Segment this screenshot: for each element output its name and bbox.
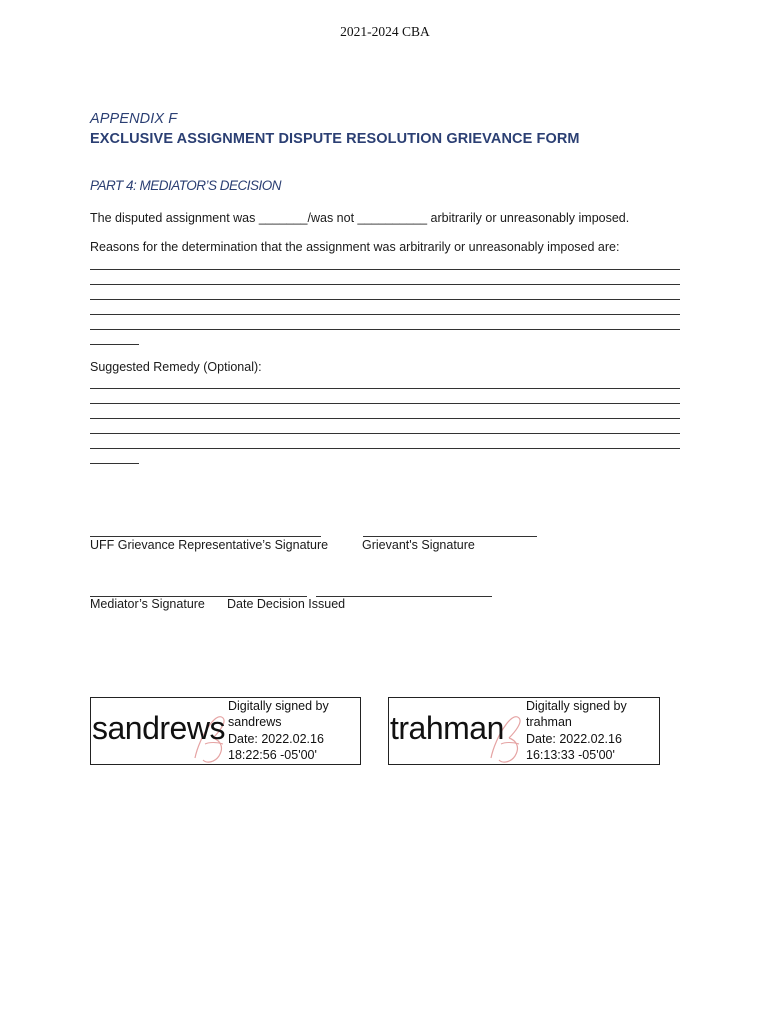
- date-decision-label: Date Decision Issued: [227, 597, 346, 611]
- reason-line[interactable]: [90, 300, 680, 315]
- remedy-line[interactable]: [90, 389, 680, 404]
- appendix-label: APPENDIX F: [90, 111, 178, 127]
- signer-name: sandrews: [228, 715, 282, 730]
- remedy-line[interactable]: [90, 419, 680, 434]
- remedy-line[interactable]: [90, 374, 680, 389]
- reason-line[interactable]: [90, 270, 680, 285]
- signature-details: [526, 698, 627, 763]
- reasons-lines[interactable]: [90, 255, 680, 345]
- reason-line[interactable]: [90, 315, 680, 330]
- part-heading: PART 4: MEDIATOR’S DECISION: [90, 178, 282, 193]
- signer-name-large: trahman: [390, 710, 504, 746]
- signature-time: 18:22:56 -05'00': [228, 747, 317, 762]
- grievant-signature-label: Grievant's Signature: [362, 538, 475, 552]
- signature-date: Date: 2022.02.16: [526, 731, 622, 746]
- signed-by-label: Digitally signed by: [526, 699, 627, 713]
- signer-name: trahman: [526, 715, 572, 730]
- remedy-line[interactable]: [90, 404, 680, 419]
- signature-details: [228, 698, 329, 763]
- reason-line-short[interactable]: [90, 330, 139, 345]
- remedy-lines[interactable]: [90, 374, 680, 464]
- remedy-label: Suggested Remedy (Optional):: [90, 360, 262, 374]
- form-title: EXCLUSIVE ASSIGNMENT DISPUTE RESOLUTION GRIEVANCE FORM: [90, 131, 580, 147]
- mediator-signature-label: Mediator’s Signature: [90, 597, 205, 611]
- signer-name-large: sandrews: [92, 710, 225, 746]
- reasons-label: Reasons for the determination that the assignment was arbitrarily or unreasonably imposed are:: [90, 240, 620, 254]
- grievant-signature-line[interactable]: [363, 536, 537, 537]
- signed-by-label: Digitally signed by: [228, 699, 329, 713]
- remedy-line[interactable]: [90, 434, 680, 449]
- reason-line[interactable]: [90, 255, 680, 270]
- digital-signature-box[interactable]: [90, 697, 361, 765]
- uff-rep-signature-label: UFF Grievance Representative’s Signature: [90, 538, 329, 552]
- document-header: 2021-2024 CBA: [340, 24, 430, 39]
- digital-signature-box[interactable]: [388, 697, 660, 765]
- signature-time: 16:13:33 -05'00': [526, 747, 615, 762]
- uff-rep-signature-line[interactable]: [90, 536, 321, 537]
- reason-line[interactable]: [90, 285, 680, 300]
- remedy-line-short[interactable]: [90, 449, 139, 464]
- disputed-assignment-statement: The disputed assignment was _______/was not __________ arbitrarily or unreasonably imposed.: [90, 211, 630, 225]
- signature-date: Date: 2022.02.16: [228, 731, 324, 746]
